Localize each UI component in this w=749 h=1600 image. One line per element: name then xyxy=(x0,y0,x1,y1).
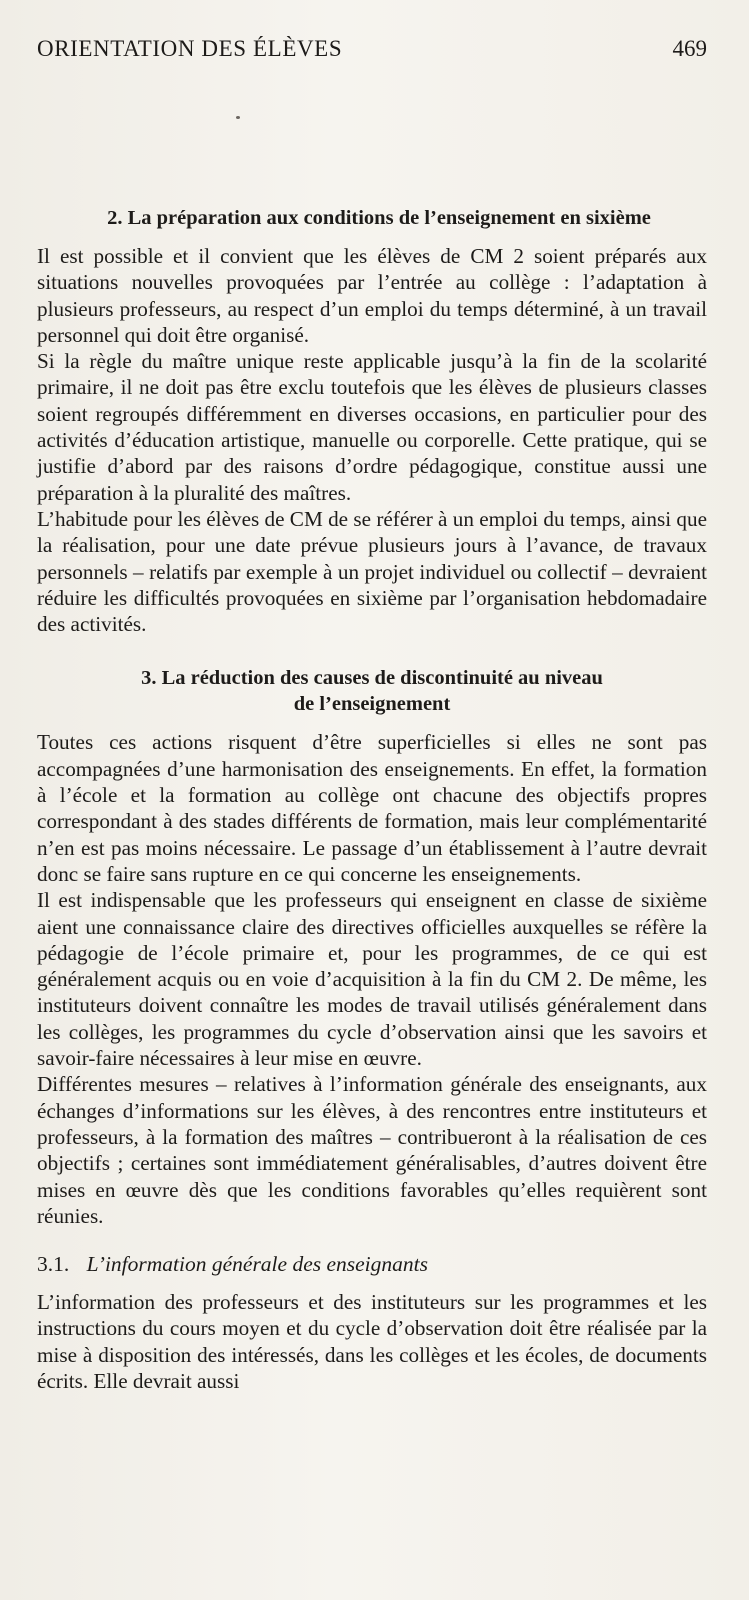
section-3-paragraph-1: Toutes ces actions risquent d’être superficielles si elles ne sont pas accompagnées d’une harmonisation des enseignements. En effet, la formation à l’école et la formation au collège ont chacune des objectifs propres correspondant à des stades différents de formation, mais leur complémentarité n’en est pas moins nécessaire. Le passage d’un établissement à l’autre devrait donc se faire sans rupture en ce qui concerne les enseignements. xyxy=(37,730,707,886)
section-3-paragraph-2: Il est indispensable que les professeurs qui enseignent en classe de sixième aient une connaissance claire des directives officielles auxquelles se réfère la pédagogie de l’école primaire et, pour les programmes, de ce qui est généralement acquis ou en voie d’acquisition à la fin du CM 2. De même, les instituteurs doivent connaître les modes de travail utilisés généralement dans les collèges, les programmes du cycle d’observation ainsi que les savoirs et savoir-faire nécessaires à leur mise en œuvre. xyxy=(37,888,707,1071)
subsection-number: 3.1. xyxy=(37,1252,70,1277)
running-title: ORIENTATION DES ÉLÈVES xyxy=(37,36,343,61)
section-3-heading-line-1: 3. La réduction des causes de discontinuité au niveau xyxy=(141,667,603,690)
subsection-3-1-paragraph-1: L’information des professeurs et des instituteurs sur les programmes et les instructions du cours moyen et du cycle d’observation doit être réalisée par la mise à disposition des intéressés, dans les collèges et les écoles, de documents écrits. Elle devrait aussi xyxy=(37,1290,707,1393)
section-2-paragraph-2: Si la règle du maître unique reste applicable jusqu’à la fin de la scolarité primaire, il ne doit pas être exclu toutefois que les élèves de plusieurs classes soient regroupés différemment en diverses occasions, en particulier pour des activités d’éducation artistique, manuelle ou corporelle. Cette pratique, qui se justifie d’abord par des raisons d’ordre pédagogique, constitue aussi une préparation à la pluralité des maîtres. xyxy=(37,349,707,505)
section-3-heading xyxy=(37,665,707,717)
print-speck xyxy=(236,116,240,119)
section-2-heading: 2. La préparation aux conditions de l’enseignement en sixième xyxy=(107,207,651,229)
section-2-paragraph-1: Il est possible et il convient que les élèves de CM 2 soient préparés aux situations nouvelles provoquées par l’entrée au collège : l’adaptation à plusieurs professeurs, au respect d’un emploi du temps déterminé, à un travail personnel qui doit être organisé. xyxy=(37,244,707,347)
page-number: 469 xyxy=(672,36,707,61)
section-2-paragraph-3: L’habitude pour les élèves de CM de se référer à un emploi du temps, ainsi que la réalisation, pour une date prévue plusieurs jours à l’avance, de travaux personnels – relatifs par exemple à un projet individuel ou collectif – devraient réduire les difficultés provoquées en sixième par l’organisation hebdomadaire des activités. xyxy=(37,506,707,637)
subsection-3-1-heading xyxy=(37,1251,707,1277)
section-3-paragraph-3: Différentes mesures – relatives à l’information générale des enseignants, aux échanges d’informations sur les élèves, à des rencontres entre instituteurs et professeurs, à la formation des maîtres – contribueront à la réalisation de ces objectifs ; certaines sont immédiatement généralisables, d’autres doivent être mises en œuvre dès que les conditions favorables qu’elles requièrent sont réunies. xyxy=(37,1072,707,1228)
section-3-heading-line-2: de l’enseignement xyxy=(293,693,451,716)
running-header xyxy=(37,36,707,76)
subsection-title: L’information générale des enseignants xyxy=(86,1252,429,1277)
